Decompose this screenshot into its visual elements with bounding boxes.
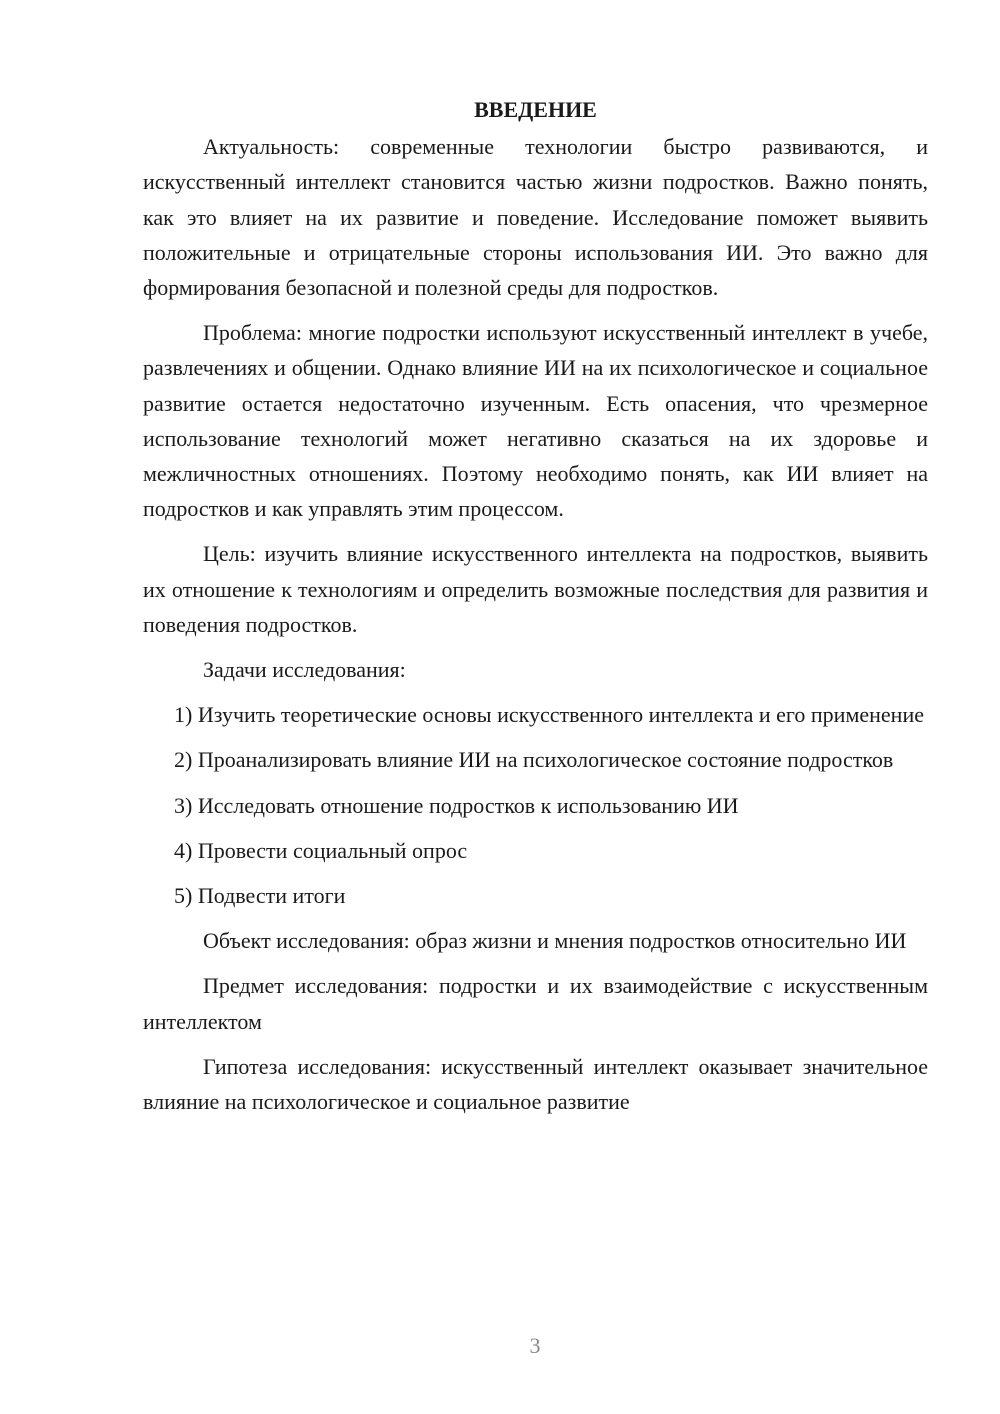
tasks-heading: Задачи исследования: (203, 657, 406, 683)
task-item-2: 2) Проанализировать влияние ИИ на психологическое состояние подростков (174, 747, 894, 773)
page-body (143, 92, 928, 1129)
task-item-4: 4) Провести социальный опрос (174, 837, 468, 863)
paragraph-object: Объект исследования: образ жизни и мнения подростков относительно ИИ (203, 928, 907, 954)
paragraph-problem: Проблема: многие подростки используют искусственный интеллект в учебе, развлечениях и общении. Однако влияние ИИ на их психологическое и социальное развитие остается недостаточно изученным. Есть опасения, что чрезмерное использование технологий может негативно сказаться на их здоровье и межличностных отношениях. Поэтому необходимо понять, как ИИ влияет на подростков и как управлять этим процессом. (143, 320, 928, 522)
paragraph-subject: Предмет исследования: подростки и их взаимодействие с искусственным интеллектом (143, 973, 928, 1034)
page-title: ВВЕДЕНИЕ (474, 97, 597, 122)
paragraph-relevance: Актуальность: современные технологии быстро развиваются, и искусственный интеллект становится частью жизни подростков. Важно понять, как это влияет на их развитие и поведение. Исследование поможет выявить положительные и отрицательные стороны использования ИИ. Это важно для формирования безопасной и полезной среды для подростков. (143, 134, 928, 301)
page-number-footer (0, 1333, 1000, 1359)
task-item-5: 5) Подвести итоги (174, 883, 346, 909)
page-number: 3 (529, 1333, 541, 1358)
task-item-3: 3) Исследовать отношение подростков к использованию ИИ (174, 792, 739, 818)
paragraph-hypothesis: Гипотеза исследования: искусственный интеллект оказывает значительное влияние на психологическое и социальное развитие (143, 1053, 928, 1115)
paragraph-goal: Цель: изучить влияние искусственного интеллекта на подростков, выявить их отношение к технологиям и определить возможные последствия для развития и поведения подростков. (143, 541, 928, 637)
task-item-1: 1) Изучить теоретические основы искусственного интеллекта и его применение (174, 702, 924, 728)
